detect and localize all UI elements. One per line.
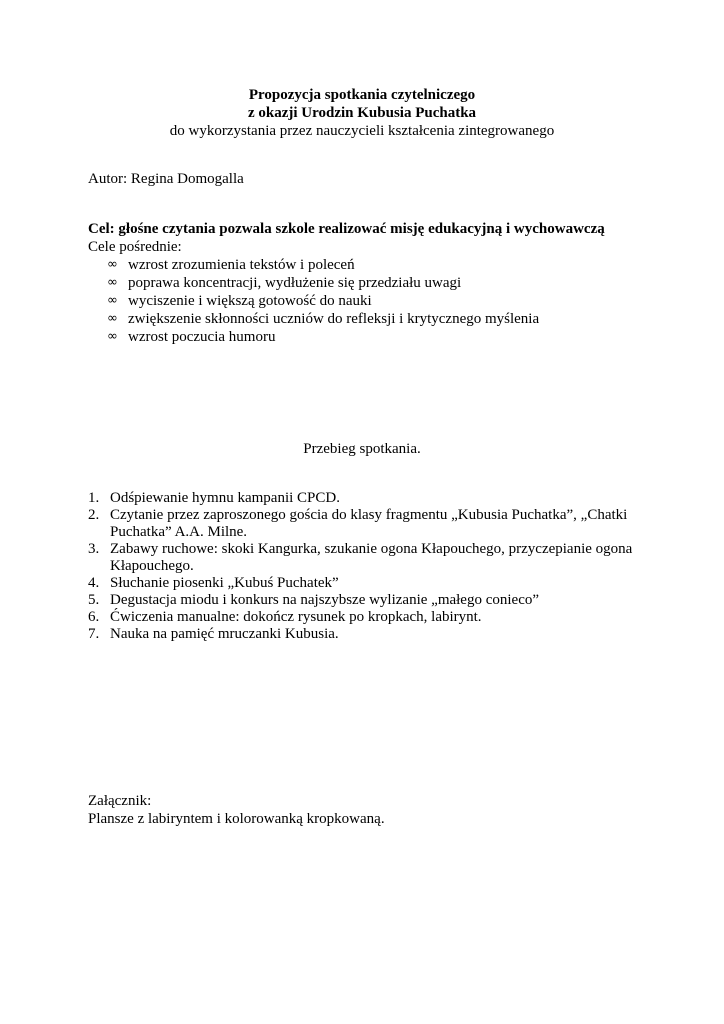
step-number: 3. bbox=[88, 541, 100, 557]
plan-step-item bbox=[88, 592, 648, 609]
plan-step-item bbox=[88, 541, 648, 575]
goal-item-text: wzrost poczucia humoru bbox=[128, 329, 276, 345]
infinity-bullet-icon: ∞ bbox=[107, 293, 118, 308]
goal-section bbox=[88, 220, 688, 346]
goal-item-text: wzrost zrozumienia tekstów i poleceń bbox=[128, 257, 355, 273]
goal-item-text: zwiększenie skłonności uczniów do refleksji i krytycznego myślenia bbox=[128, 311, 540, 327]
attachment-text: Plansze z labiryntem i kolorowanką kropkowaną. bbox=[88, 811, 385, 827]
plan-heading: Przebieg spotkania. bbox=[303, 441, 421, 457]
goal-list-item bbox=[88, 310, 688, 328]
infinity-bullet-icon: ∞ bbox=[107, 257, 118, 272]
author-line: Autor: Regina Domogalla bbox=[88, 171, 244, 187]
plan-step-item bbox=[88, 575, 648, 592]
goal-main: Cel: głośne czytania pozwala szkole realizować misję edukacyjną i wychowawczą bbox=[88, 221, 605, 237]
attachment-label: Załącznik: bbox=[88, 793, 152, 809]
step-text: Zabawy ruchowe: skoki Kangurka, szukanie ogona Kłapouchego, przyczepianie ogona Kłapouchego. bbox=[110, 541, 633, 574]
plan-step-item bbox=[88, 626, 648, 643]
goal-item-text: poprawa koncentracji, wydłużenie się przedziału uwagi bbox=[128, 275, 462, 291]
step-number: 7. bbox=[88, 626, 100, 642]
document-title: Propozycja spotkania czytelniczego bbox=[248, 87, 476, 103]
goal-list-item bbox=[88, 292, 688, 310]
plan-steps-list bbox=[88, 490, 648, 643]
step-text: Nauka na pamięć mruczanki Kubusia. bbox=[110, 626, 339, 642]
goal-list bbox=[88, 256, 688, 346]
step-text: Ćwiczenia manualne: dokończ rysunek po kropkach, labirynt. bbox=[110, 609, 482, 625]
title-block bbox=[0, 86, 724, 140]
goal-list-item bbox=[88, 274, 688, 292]
step-number: 5. bbox=[88, 592, 100, 608]
step-number: 1. bbox=[88, 490, 100, 506]
step-number: 6. bbox=[88, 609, 100, 625]
step-text: Odśpiewanie hymnu kampanii CPCD. bbox=[110, 490, 340, 506]
document-audience: do wykorzystania przez nauczycieli kształcenia zintegrowanego bbox=[169, 123, 555, 139]
goal-sub-heading: Cele pośrednie: bbox=[88, 239, 182, 255]
attachment-section bbox=[88, 792, 385, 828]
goal-list-item bbox=[88, 328, 688, 346]
infinity-bullet-icon: ∞ bbox=[107, 275, 118, 290]
plan-step-item bbox=[88, 490, 648, 507]
infinity-bullet-icon: ∞ bbox=[107, 311, 118, 326]
infinity-bullet-icon: ∞ bbox=[107, 329, 118, 344]
step-text: Słuchanie piosenki „Kubuś Puchatek” bbox=[110, 575, 339, 591]
step-number: 2. bbox=[88, 507, 100, 523]
document-subtitle: z okazji Urodzin Kubusia Puchatka bbox=[247, 105, 477, 121]
step-text: Czytanie przez zaproszonego gościa do klasy fragmentu „Kubusia Puchatka”, „Chatki Puchatka” A.A. Milne. bbox=[110, 507, 628, 540]
step-text: Degustacja miodu i konkurs na najszybsze wylizanie „małego conieco” bbox=[110, 592, 540, 608]
goal-list-item bbox=[88, 256, 688, 274]
step-number: 4. bbox=[88, 575, 100, 591]
plan-step-item bbox=[88, 609, 648, 626]
plan-step-item bbox=[88, 507, 648, 541]
goal-item-text: wyciszenie i większą gotowość do nauki bbox=[128, 293, 372, 309]
